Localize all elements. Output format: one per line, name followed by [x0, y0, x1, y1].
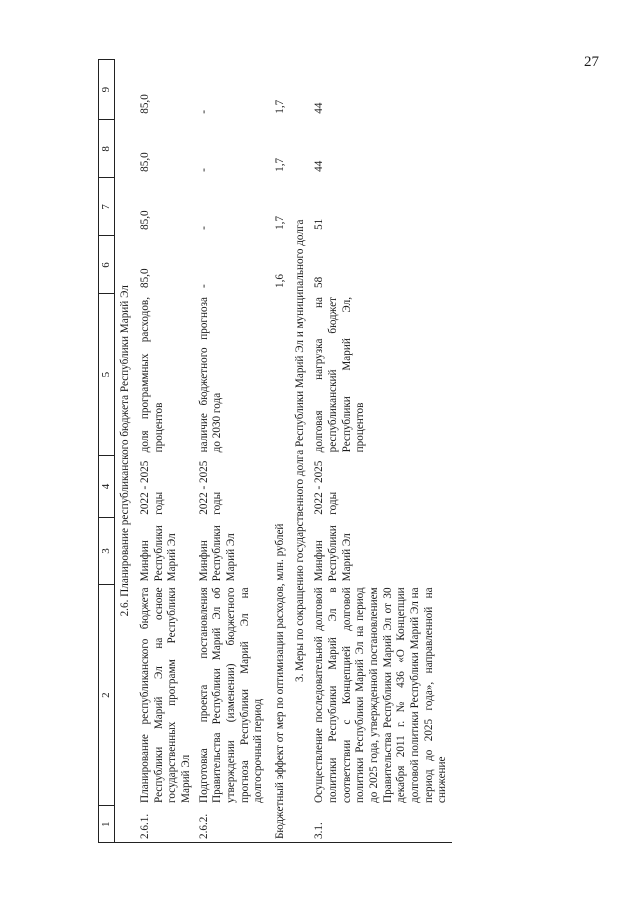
summary-value-6: 1,6 — [273, 274, 286, 288]
row-executor: Минфин Республики Марий Эл — [197, 525, 237, 582]
rotated-table-container — [98, 59, 582, 843]
row-value-9: 44 — [313, 102, 326, 114]
header-col-8: 8 — [99, 120, 115, 178]
table-row — [196, 60, 268, 843]
row-value-8: 44 — [313, 160, 326, 172]
header-col-3: 3 — [99, 518, 115, 585]
section-row-2-6 — [115, 60, 137, 843]
section-title: 3. Меры по сокращению государственного долга Республики Марий Эл и муниципального долга — [290, 60, 312, 843]
section-title: 2.6. Планирование республиканского бюджета Республики Марий Эл — [115, 60, 137, 843]
header-col-5: 5 — [99, 294, 115, 455]
header-col-1: 1 — [99, 806, 115, 843]
header-col-7: 7 — [99, 178, 115, 236]
row-period: 2022 - 2025 годы — [313, 460, 339, 515]
row-value-6: 85,0 — [139, 268, 152, 288]
header-col-9: 9 — [99, 60, 115, 120]
row-value-7: 85,0 — [139, 210, 152, 230]
row-id: 2.6.1. — [137, 806, 196, 843]
row-indicator: доля программных расходов, процентов — [139, 297, 165, 453]
row-period: 2022 - 2025 годы — [139, 460, 165, 515]
page-number: 27 — [584, 54, 599, 70]
summary-value-9: 1,7 — [273, 99, 286, 114]
section-row-3 — [290, 60, 312, 843]
summary-value-8: 1,7 — [273, 157, 286, 172]
measures-table — [98, 59, 452, 843]
row-value-6: 58 — [313, 276, 326, 288]
row-period: 2022 - 2025 годы — [197, 460, 224, 515]
row-value-7: 51 — [313, 218, 326, 230]
table-row — [137, 60, 196, 843]
summary-row — [268, 60, 290, 843]
row-measure: Планирование республиканского бюджета Республики Марий Эл на основе государственных программ Республики Марий Эл — [139, 587, 193, 803]
row-value-6: - — [197, 284, 210, 288]
row-indicator: долговая нагрузка на республиканский бюджет Республики Марий Эл, процентов — [313, 297, 367, 453]
header-col-6: 6 — [99, 236, 115, 294]
table-row — [311, 60, 452, 843]
row-value-7: - — [197, 226, 210, 230]
row-indicator: наличие бюджетного прогноза до 2030 года — [197, 297, 224, 453]
row-value-9: 85,0 — [139, 94, 152, 114]
summary-value-7: 1,7 — [273, 215, 286, 230]
row-executor: Минфин Республики Марий Эл — [313, 525, 353, 582]
row-measure: Осуществление последовательной долговой политики Республики Марий Эл в соответствии с Концепцией долговой политики Республики Марий Эл на период до 2025 года, утвержденной постановлением Правительства Республики Марий Эл от 30 декабря 2011 г. № 436 «О Концепции долговой политики Республики Марий Эл на период до 2025 года», направленной на снижение — [313, 587, 449, 803]
row-value-8: 85,0 — [139, 152, 152, 172]
row-value-9: - — [197, 110, 210, 114]
row-id: 3.1. — [311, 806, 452, 843]
summary-label: Бюджетный эффект от мер по оптимизации расходов, млн. рублей — [268, 294, 290, 843]
header-col-4: 4 — [99, 455, 115, 517]
row-measure: Подготовка проекта постановления Правительства Республики Марий Эл об утверждении (изменении) бюджетного прогноза Республики Марий Эл на долгосрочный период — [197, 587, 265, 803]
row-id: 2.6.2. — [196, 806, 268, 843]
row-executor: Минфин Республики Марий Эл — [139, 525, 179, 582]
header-col-2: 2 — [99, 584, 115, 806]
row-value-8: - — [197, 168, 210, 172]
header-row — [99, 60, 115, 843]
